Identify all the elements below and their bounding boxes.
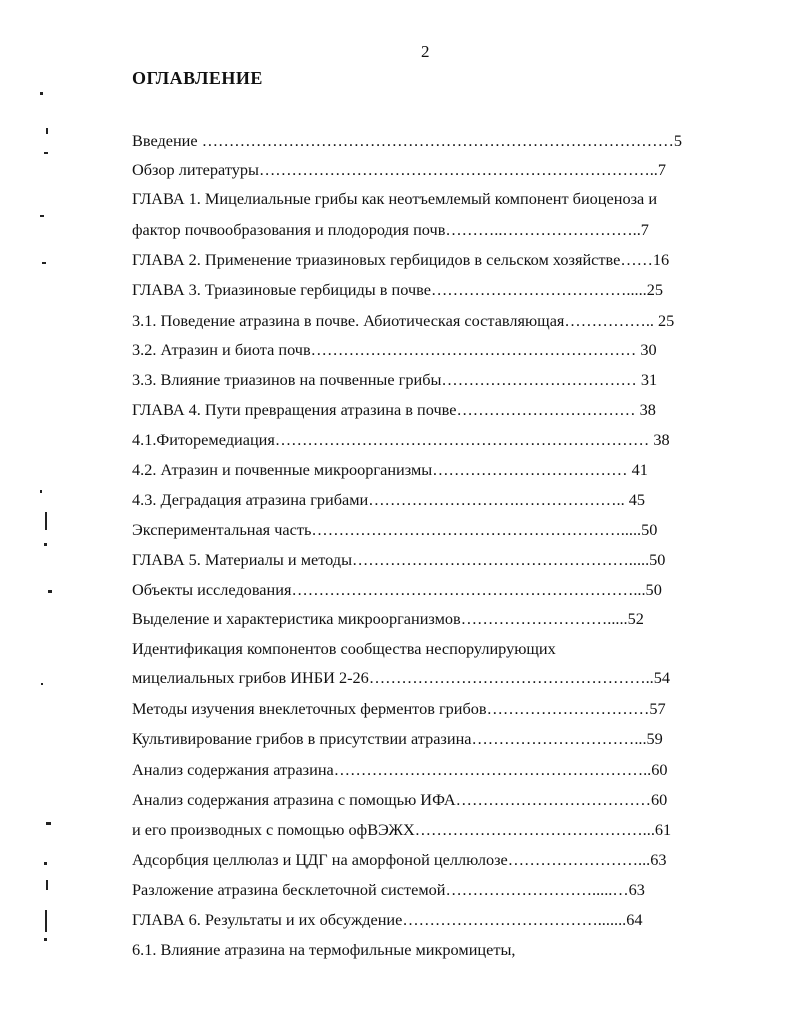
toc-entry: Экспериментальная часть………………………………………………….....50: [132, 520, 658, 539]
toc-entry: ГЛАВА 5. Материалы и методы…………………………………………….....50: [132, 550, 666, 569]
toc-entry: Разложение атразина бесклеточной системой……………………….....…63: [132, 880, 645, 899]
scan-speck: [44, 862, 47, 865]
scan-speck: [44, 543, 47, 546]
scan-speck: [46, 880, 48, 890]
toc-entry: 4.3. Деградация атразина грибами……………………….……………….. 45: [132, 490, 646, 509]
toc-entry: ГЛАВА 2. Применение триазиновых гербицидов в сельском хозяйстве……16: [132, 250, 670, 269]
toc-entry: Анализ содержания атразина…………………………………………………..60: [132, 760, 668, 779]
toc-entry: Идентификация компонентов сообщества неспорулирующих: [132, 639, 556, 658]
toc-entry: Введение ……………………………………………………………………………5: [132, 131, 682, 150]
toc-entry: Обзор литературы………………………………………………………………..7: [132, 160, 667, 179]
toc-entry: Выделение и характеристика микроорганизмов……………………….....52: [132, 609, 644, 628]
scan-speck: [44, 938, 47, 941]
toc-entry: Объекты исследования………………………………………………………...50: [132, 580, 662, 599]
toc-entry: фактор почвообразования и плодородия почв………..……………………..7: [132, 220, 649, 239]
toc-entry: и его производных с помощью офВЭЖХ……………………………………...61: [132, 820, 672, 839]
toc-entry: Адсорбция целлюлаз и ЦДГ на аморфоной целлюлозе……………………...63: [132, 850, 667, 869]
scan-speck: [40, 215, 44, 217]
scan-speck: [46, 822, 51, 825]
scan-speck: [40, 490, 42, 493]
toc-entry: ГЛАВА 3. Триазиновые гербициды в почве……………………………….....25: [132, 280, 664, 299]
scan-speck: [40, 92, 43, 95]
scan-speck: [45, 512, 47, 530]
scan-speck: [41, 683, 43, 685]
toc-entry: 3.3. Влияние триазинов на почвенные грибы……………………………… 31: [132, 370, 658, 389]
toc-entry: ГЛАВА 1. Мицелиальные грибы как неотъемлемый компонент биоценоза и: [132, 189, 658, 208]
toc-entry: ГЛАВА 6. Результаты и их обсуждение……………………………….......64: [132, 910, 643, 929]
scan-speck: [46, 128, 48, 134]
toc-entry: Методы изучения внеклеточных ферментов грибов…………………………57: [132, 699, 666, 718]
toc-entry: 3.2. Атразин и биота почв…………………………………………………… 30: [132, 340, 657, 359]
toc-entry: Культивирование грибов в присутствии атразина…………………………...59: [132, 729, 663, 748]
toc-entry: 4.2. Атразин и почвенные микроорганизмы……………………………… 41: [132, 460, 648, 479]
toc-entry: мицелиальных грибов ИНБИ 2-26……………………………………………..54: [132, 668, 671, 687]
toc-entry: 4.1.Фиторемедиация…………………………………………………………… 38: [132, 430, 670, 449]
toc-entry: 6.1. Влияние атразина на термофильные микромицеты,: [132, 940, 516, 959]
scan-speck: [44, 152, 48, 154]
toc-heading: ОГЛАВЛЕНИЕ: [132, 68, 263, 88]
scan-speck: [48, 590, 52, 593]
scan-speck: [42, 262, 46, 264]
scan-speck: [45, 910, 47, 932]
toc-entry: ГЛАВА 4. Пути превращения атразина в почве…………………………… 38: [132, 400, 656, 419]
toc-entry: Анализ содержания атразина с помощью ИФА………………………………60: [132, 790, 668, 809]
page-number: 2: [421, 42, 430, 61]
toc-entry: 3.1. Поведение атразина в почве. Абиотическая составляющая…………….. 25: [132, 311, 675, 330]
